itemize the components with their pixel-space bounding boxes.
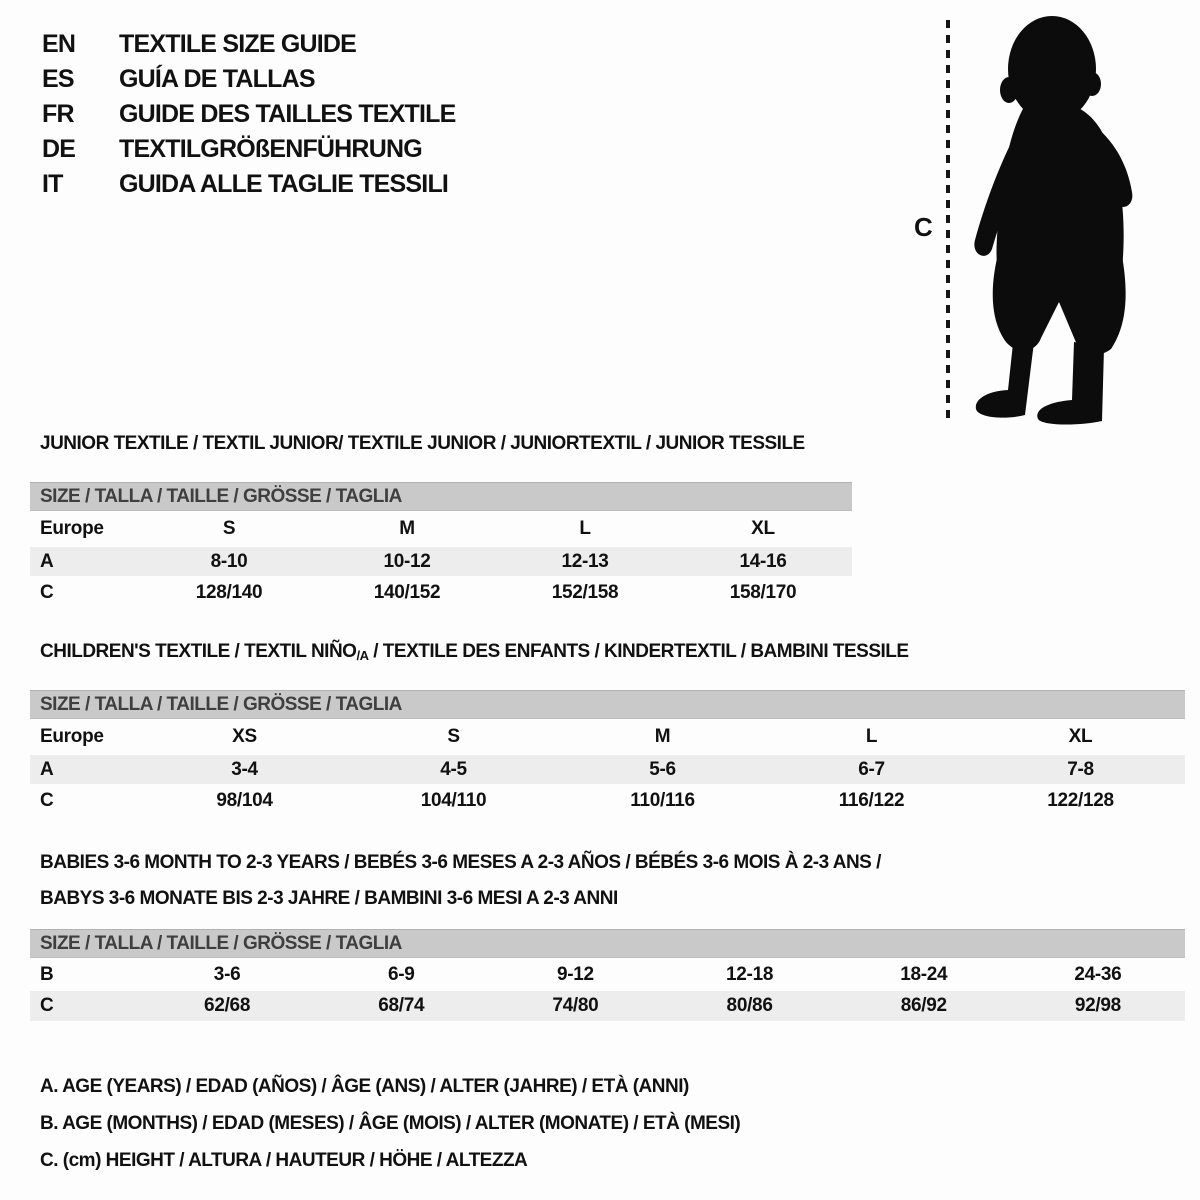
size-header-bar: SIZE / TALLA / TAILLE / GRÖSSE / TAGLIA xyxy=(30,690,1185,719)
height-cell: 152/158 xyxy=(551,581,619,603)
guide-title: GUIDE DES TAILLES TEXTILE xyxy=(119,100,456,128)
language-title-row xyxy=(42,27,456,62)
height-cell: 98/104 xyxy=(216,789,273,811)
legend-line-a: A. AGE (YEARS) / EDAD (AÑOS) / ÂGE (ANS) / ALTER (JAHRE) / ETÀ (ANNI) xyxy=(40,1076,689,1097)
table-row-europe xyxy=(30,511,852,547)
language-code: EN xyxy=(42,30,76,58)
months-cell: 9-12 xyxy=(557,963,594,985)
junior-size-table xyxy=(30,482,852,609)
height-dashed-line-icon xyxy=(946,20,950,418)
row-label: Europe xyxy=(40,518,104,539)
language-code: ES xyxy=(42,65,74,93)
language-title-row xyxy=(42,97,456,132)
legend-line-b: B. AGE (MONTHS) / EDAD (MESES) / ÂGE (MOIS) / ALTER (MONATE) / ETÀ (MESI) xyxy=(40,1113,741,1134)
language-title-row xyxy=(42,62,456,97)
language-title-row xyxy=(42,167,456,202)
height-cell: 92/98 xyxy=(1074,995,1121,1016)
size-cell: L xyxy=(865,726,878,747)
height-measure-label: C xyxy=(914,212,933,242)
height-cell: 62/68 xyxy=(204,995,251,1016)
age-cell: 3-4 xyxy=(231,758,258,780)
height-cell: 104/110 xyxy=(420,789,487,811)
months-cell: 3-6 xyxy=(213,963,241,985)
measurement-legend xyxy=(40,1068,740,1179)
age-cell: 10-12 xyxy=(383,550,431,572)
size-cell: S xyxy=(222,518,236,539)
row-label: A xyxy=(40,758,54,780)
height-cell: 68/74 xyxy=(378,995,425,1016)
age-cell: 12-13 xyxy=(561,550,609,572)
size-cell: XL xyxy=(751,518,775,539)
children-title-sub: /A xyxy=(356,648,369,663)
age-cell: 6-7 xyxy=(858,758,885,780)
babies-title-line1: BABIES 3-6 MONTH TO 2-3 YEARS / BEBÉS 3-6 MESES A 2-3 AÑOS / BÉBÉS 3-6 MOIS À 2-3 ANS / xyxy=(40,852,881,873)
language-title-list xyxy=(42,27,456,202)
months-cell: 6-9 xyxy=(387,963,415,985)
guide-title: TEXTILGRÖßENFÜHRUNG xyxy=(119,135,422,163)
language-code: FR xyxy=(42,100,74,128)
age-cell: 4-5 xyxy=(440,758,467,780)
table-row-height xyxy=(30,576,852,609)
row-label: Europe xyxy=(40,726,104,747)
babies-size-table xyxy=(30,929,1185,1021)
height-cell: 140/152 xyxy=(373,581,441,603)
babies-section-title xyxy=(40,845,881,917)
guide-title: TEXTILE SIZE GUIDE xyxy=(119,30,357,58)
babies-title-line2: BABYS 3-6 MONATE BIS 2-3 JAHRE / BAMBINI 3-6 MESI A 2-3 ANNI xyxy=(40,888,618,909)
height-cell: 158/170 xyxy=(729,581,797,603)
guide-title: GUIDA ALLE TAGLIE TESSILI xyxy=(119,170,449,198)
size-cell: M xyxy=(654,726,671,747)
language-code: IT xyxy=(42,170,63,198)
children-size-table xyxy=(30,690,1185,817)
children-title-post: / TEXTILE DES ENFANTS / KINDERTEXTIL / BAMBINI TESSILE xyxy=(368,641,909,662)
children-title-pre: CHILDREN'S TEXTILE / TEXTIL NIÑO xyxy=(40,641,357,662)
months-cell: 18-24 xyxy=(900,963,948,985)
table-row-months xyxy=(30,958,1185,991)
table-row-europe xyxy=(30,719,1185,755)
toddler-silhouette-icon xyxy=(962,12,1140,428)
months-cell: 24-36 xyxy=(1074,963,1122,985)
age-cell: 14-16 xyxy=(739,550,787,572)
table-row-height xyxy=(30,784,1185,817)
age-cell: 8-10 xyxy=(210,550,248,572)
row-label: B xyxy=(40,963,54,985)
table-row-age xyxy=(30,755,1185,784)
table-row-age xyxy=(30,547,852,576)
size-cell: XL xyxy=(1068,726,1093,747)
size-cell: M xyxy=(399,518,415,539)
table-row-height xyxy=(30,991,1185,1021)
guide-title: GUÍA DE TALLAS xyxy=(119,65,315,93)
height-cell: 116/122 xyxy=(838,789,905,811)
junior-section-title: JUNIOR TEXTILE / TEXTIL JUNIOR/ TEXTILE JUNIOR / JUNIORTEXTIL / JUNIOR TESSILE xyxy=(40,433,805,454)
row-label: C xyxy=(40,581,54,603)
language-code: DE xyxy=(42,135,76,163)
height-cell: 80/86 xyxy=(726,995,773,1016)
age-cell: 5-6 xyxy=(649,758,676,780)
size-header-bar: SIZE / TALLA / TAILLE / GRÖSSE / TAGLIA xyxy=(30,482,852,511)
size-cell: S xyxy=(447,726,460,747)
size-cell: XS xyxy=(232,726,257,747)
height-cell: 128/140 xyxy=(195,581,263,603)
height-cell: 74/80 xyxy=(552,995,599,1016)
language-title-row xyxy=(42,132,456,167)
height-cell: 110/116 xyxy=(630,789,695,811)
children-section-title xyxy=(40,641,909,663)
row-label: C xyxy=(40,995,54,1016)
row-label: C xyxy=(40,789,54,811)
height-cell: 122/128 xyxy=(1047,789,1114,811)
size-header-bar: SIZE / TALLA / TAILLE / GRÖSSE / TAGLIA xyxy=(30,929,1185,958)
row-label: A xyxy=(40,550,54,572)
size-cell: L xyxy=(579,518,591,539)
months-cell: 12-18 xyxy=(726,963,774,985)
legend-line-c: C. (cm) HEIGHT / ALTURA / HAUTEUR / HÖHE / ALTEZZA xyxy=(40,1150,528,1171)
height-cell: 86/92 xyxy=(900,995,947,1016)
age-cell: 7-8 xyxy=(1067,758,1094,780)
